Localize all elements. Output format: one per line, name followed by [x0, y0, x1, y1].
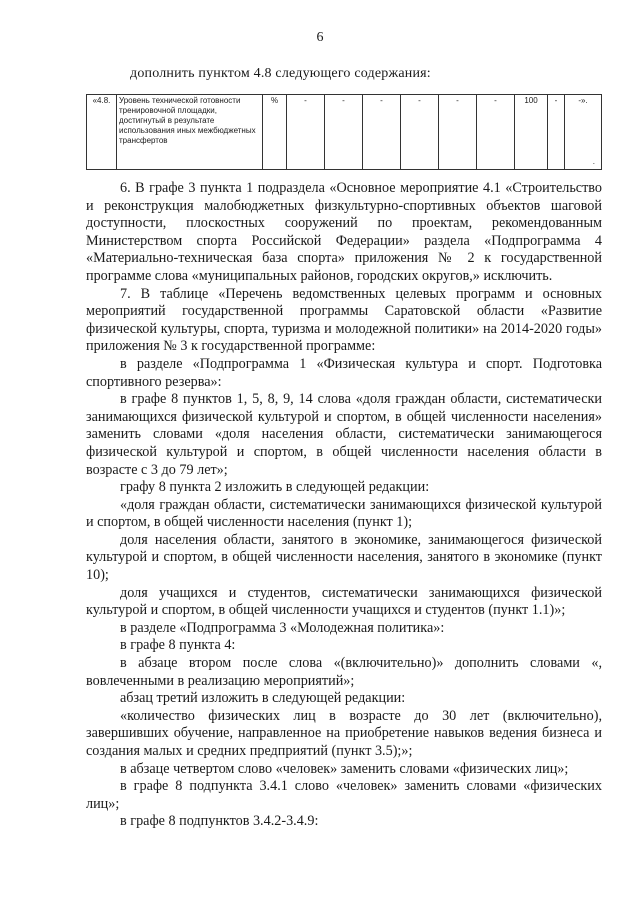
document-body	[86, 180, 602, 831]
value-cell: -	[477, 95, 515, 170]
paragraph: графу 8 пункта 2 изложить в следующей редакции:	[120, 479, 430, 496]
value-cell: -	[548, 95, 565, 170]
indicator-name: Уровень технической готовности тренировочной площадки, достигнутый в результате использования иных межбюджетных трансфертов	[117, 95, 263, 170]
paragraph: в графе 8 подпункта 3.4.1 слово «человек» заменить словами «физических лиц»;	[86, 778, 602, 812]
value-cell: -	[439, 95, 477, 170]
value-cell: -	[401, 95, 439, 170]
value-cell: -	[363, 95, 401, 170]
value-cell: -	[287, 95, 325, 170]
intro-text: дополнить пунктом 4.8 следующего содержания:	[130, 66, 431, 81]
paragraph: 7. В таблице «Перечень ведомственных целевых программ и основных мероприятий государственной программы Саратовской области «Развитие физической культуры, спорта, туризма и молодежной политики» на 2014-2020 годы» приложения № 3 к государственной программе:	[86, 285, 602, 355]
paragraph: в абзаце четвертом слово «человек» заменить словами «физических лиц»;	[120, 760, 569, 777]
paragraph: в разделе «Подпрограмма 3 «Молодежная политика»:	[120, 619, 445, 636]
paragraph: «количество физических лиц в возрасте до 30 лет (включительно), завершивших обучение, направленное на приобретение навыков ведения бизнеса и создания малых и средних предприятий (пункт 3.5);»;	[86, 707, 602, 759]
paragraph: в графе 8 пункта 4:	[120, 637, 236, 654]
paragraph: абзац третий изложить в следующей редакции:	[120, 690, 406, 707]
end-dot: .	[592, 157, 595, 166]
value-cell: 100	[515, 95, 548, 170]
paragraph: в абзаце втором после слова «(включительно)» дополнить словами «, вовлеченными в реализацию мероприятий»;	[86, 655, 602, 689]
paragraph: 6. В графе 3 пункта 1 подраздела «Основное мероприятие 4.1 «Строительство и реконструкция малобюджетных физкультурно-спортивных объектов шаговой доступности, плоскостных сооружений по проектам, рекомендованным Министерством спорта Российской Федерации» раздела «Подпрограмма 4 «Материально-техническая база спорта» приложения № 2 к государственной программе слова «муниципальных районов, городских округов,» исключить.	[86, 180, 602, 284]
amendment-table	[86, 94, 602, 170]
paragraph: в разделе «Подпрограмма 1 «Физическая культура и спорт. Подготовка спортивного резерва»:	[86, 355, 602, 390]
end-marker: -».	[578, 96, 588, 105]
paragraph: в графе 8 пунктов 1, 5, 8, 9, 14 слова «доля граждан области, систематически занимающихся физической культурой и спортом, в общей численности населения» заменить словами «доля населения области, систематически занимающегося физической культурой и спортом, в общей численности населения области в возрасте с 3 до 79 лет»;	[86, 391, 602, 478]
unit-cell: %	[263, 95, 287, 170]
page-number: 6	[316, 30, 324, 45]
value-cell: -	[325, 95, 363, 170]
table-row	[87, 95, 602, 170]
paragraph: в графе 8 подпунктов 3.4.2-3.4.9:	[120, 813, 319, 830]
paragraph: доля населения области, занятого в экономике, занимающегося физической культурой и спортом, в общей численности населения, занятого в экономике (пункт 10);	[86, 531, 602, 584]
end-cell	[565, 95, 602, 170]
paragraph: «доля граждан области, систематически занимающихся физической культурой и спортом, в общей численности населения (пункт 1);	[86, 496, 602, 531]
paragraph: доля учащихся и студентов, систематически занимающихся физической культурой и спортом, в общей численности учащихся и студентов (пункт 1.1)»;	[86, 584, 602, 619]
row-number: «4.8.	[87, 95, 117, 170]
